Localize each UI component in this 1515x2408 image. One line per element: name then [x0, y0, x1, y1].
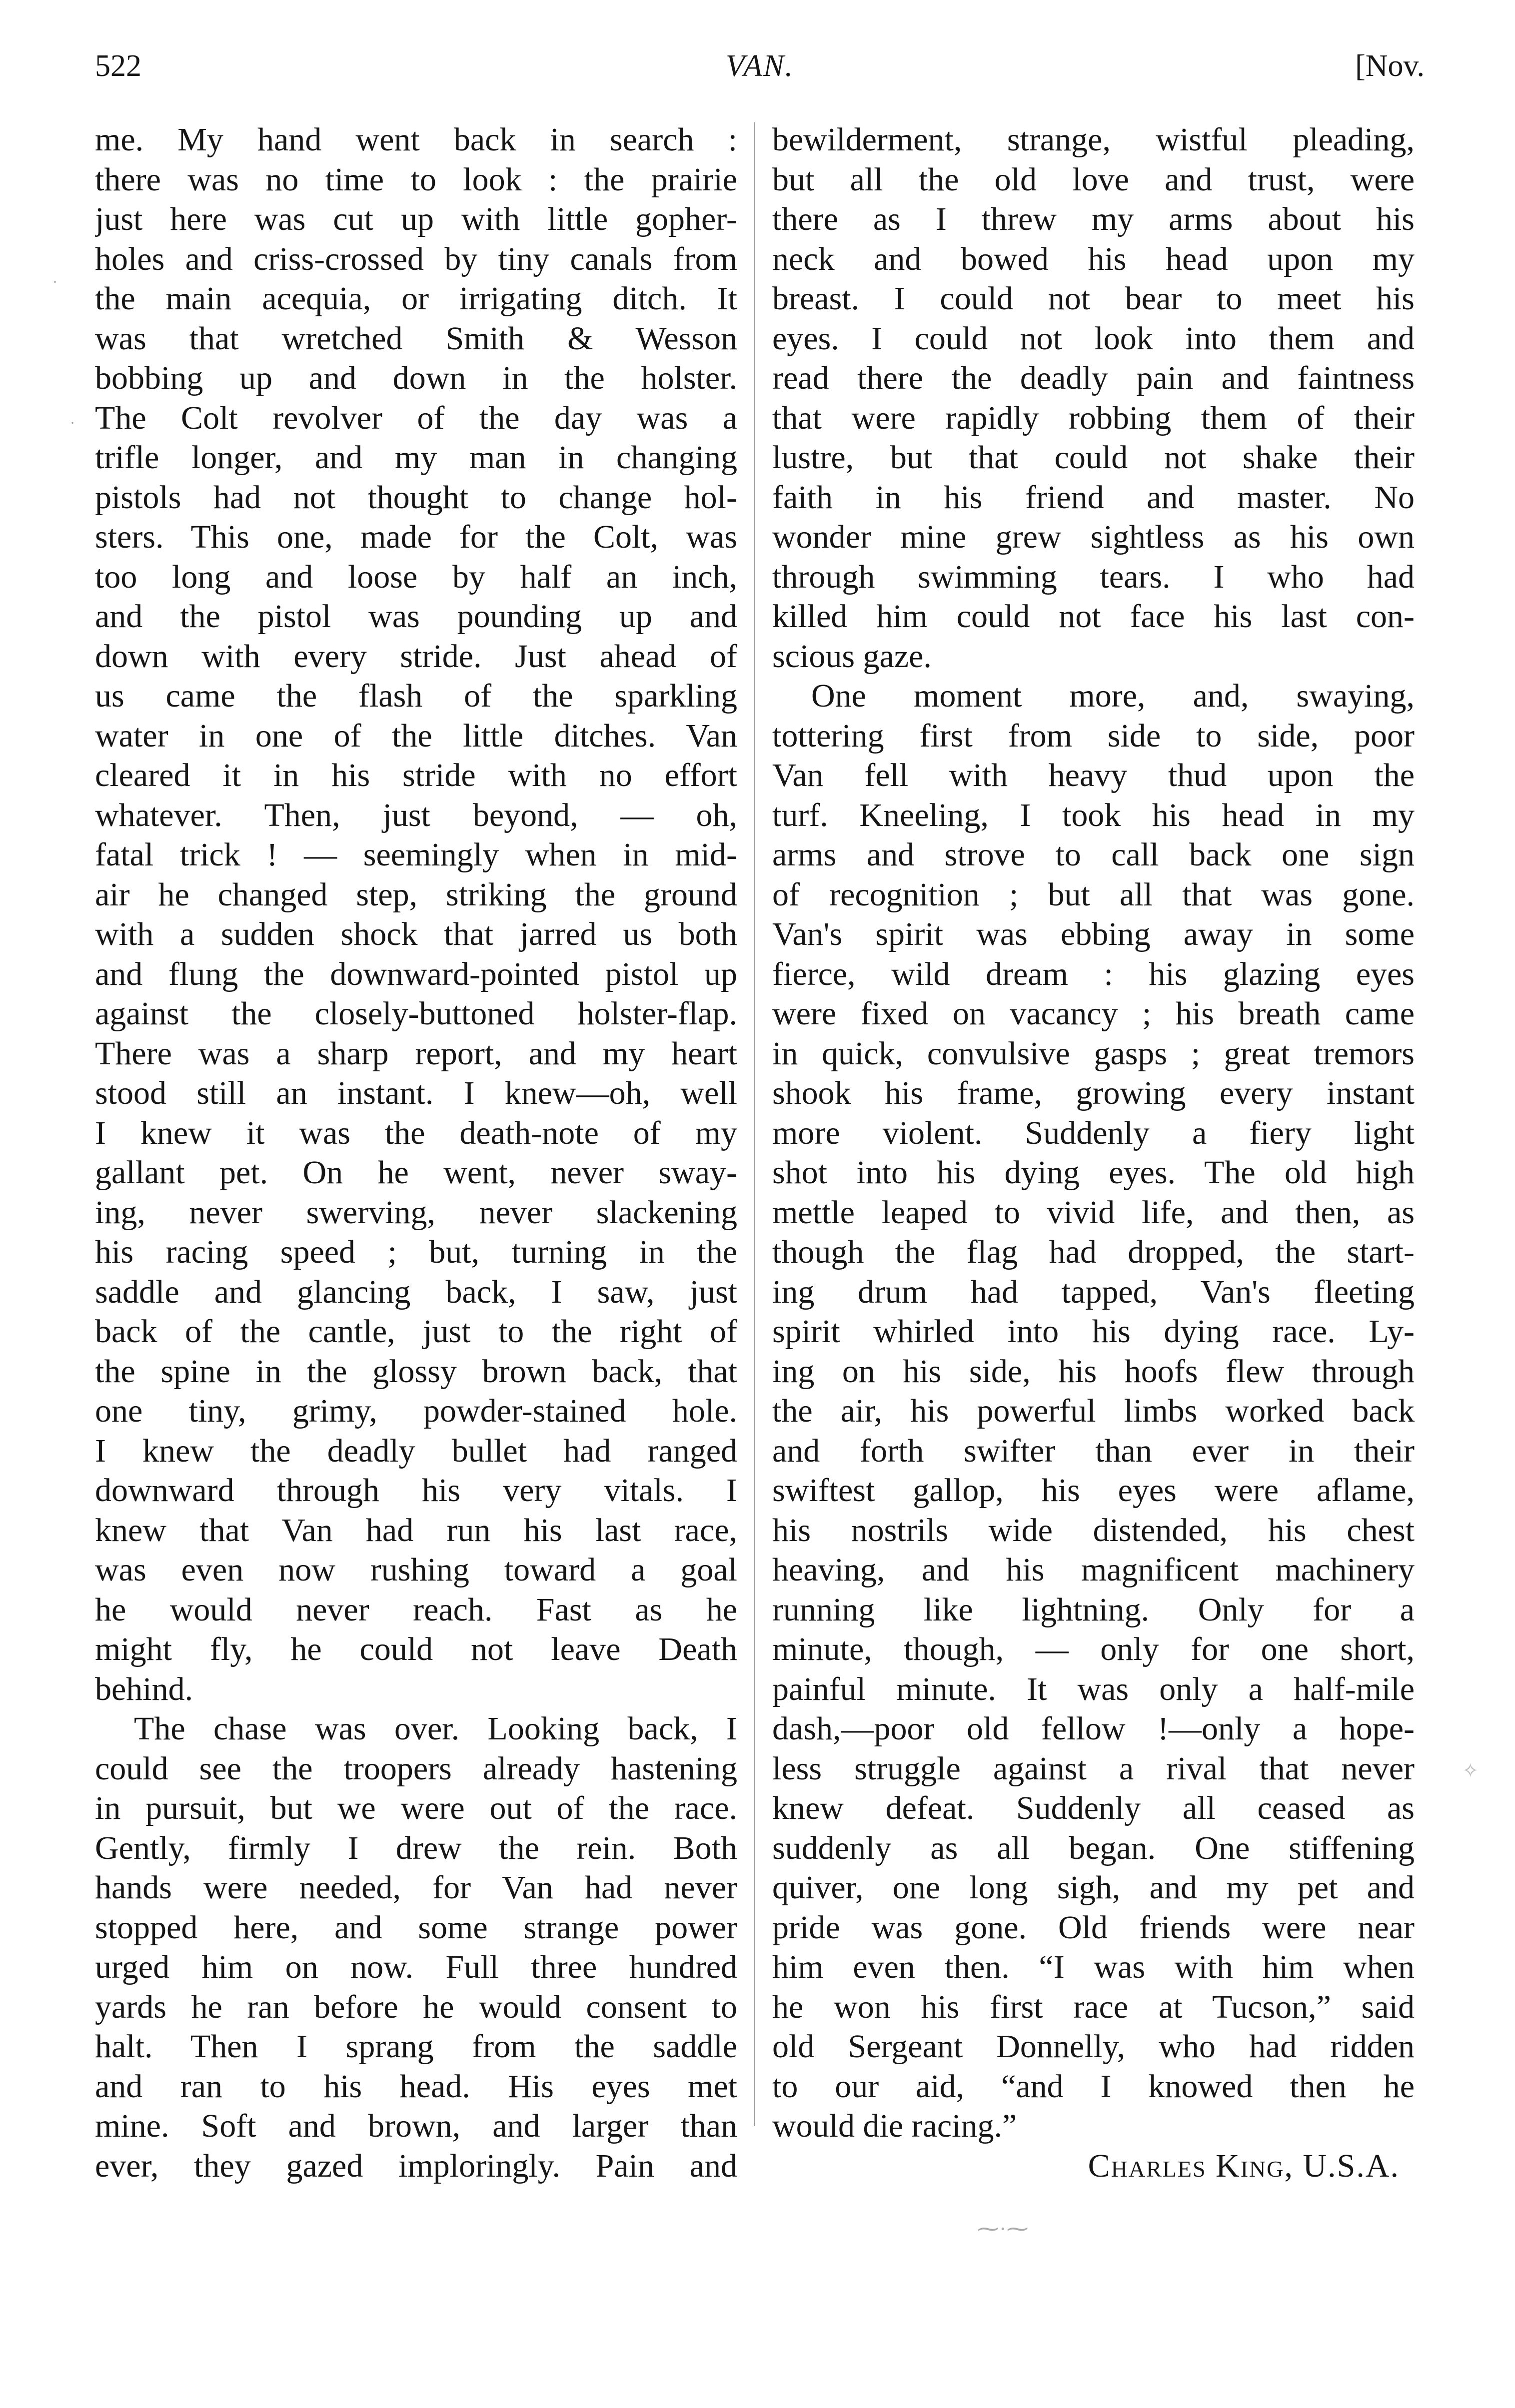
text-line: tottering first from side to side, poor: [772, 717, 1415, 754]
text-line: whatever. Then, just beyond, — oh,: [95, 797, 737, 833]
text-line: faith in his friend and master. No: [772, 479, 1415, 516]
text-line: scious gaze.: [772, 638, 932, 675]
text-line: I knew it was the death-note of my: [95, 1114, 737, 1151]
text-line: would die racing.”: [772, 2108, 1017, 2144]
text-line: The chase was over. Looking back, I: [134, 1710, 737, 1747]
text-line: ing, never swerving, never slackening: [95, 1194, 737, 1231]
text-line: knew defeat. Suddenly all ceased as: [772, 1790, 1415, 1826]
text-line: in pursuit, but we were out of the race.: [95, 1790, 737, 1826]
text-line: Van's spirit was ebbing away in some: [772, 916, 1415, 952]
paper-smudge: ✧: [1462, 1759, 1479, 1782]
text-line: and the pistol was pounding up and: [95, 598, 737, 635]
text-line: Gently, firmly I drew the rein. Both: [95, 1829, 737, 1866]
text-line: shook his frame, growing every instant: [772, 1075, 1415, 1111]
text-line: Van fell with heavy thud upon the: [772, 757, 1415, 794]
text-line: behind.: [95, 1670, 193, 1707]
text-line: there was no time to look : the prairie: [95, 161, 737, 198]
text-line: with a sudden shock that jarred us both: [95, 916, 737, 952]
text-line: The Colt revolver of the day was a: [95, 399, 737, 436]
right-column: [772, 120, 1415, 2186]
text-line: him even then. “I was with him when: [772, 1949, 1415, 1985]
text-line: urged him on now. Full three hundred: [95, 1949, 737, 1985]
text-line: knew that Van had run his last race,: [95, 1512, 737, 1549]
text-line: stood still an instant. I knew—oh, well: [95, 1075, 737, 1111]
text-line: through swimming tears. I who had: [772, 558, 1415, 595]
text-line: shot into his dying eyes. The old high: [772, 1154, 1415, 1191]
text-line: less struggle against a rival that never: [772, 1750, 1415, 1787]
text-line: breast. I could not bear to meet his: [772, 280, 1415, 317]
tailpiece-ornament: ⁓·⁓: [977, 2217, 1029, 2241]
text-line: There was a sharp report, and my heart: [95, 1035, 737, 1072]
text-line: was even now rushing toward a goal: [95, 1552, 737, 1588]
text-line: just here was cut up with little gopher-: [95, 201, 737, 237]
text-line: that were rapidly robbing them of their: [772, 399, 1415, 436]
text-line: quiver, one long sigh, and my pet and: [772, 1869, 1415, 1906]
text-line: fierce, wild dream : his glazing eyes: [772, 955, 1415, 992]
text-line: but all the old love and trust, were: [772, 161, 1415, 198]
text-line: too long and loose by half an inch,: [95, 558, 737, 595]
text-line: killed him could not face his last con-: [772, 598, 1415, 635]
text-line: to our aid, “and I knowed then he: [772, 2068, 1415, 2105]
running-title: VAN.: [726, 49, 794, 83]
text-line: read there the deadly pain and faintness: [772, 360, 1415, 396]
issue-month: [Nov.: [1355, 49, 1425, 83]
text-line: painful minute. It was only a half-mile: [772, 1670, 1415, 1707]
text-line: downward through his very vitals. I: [95, 1472, 737, 1509]
column-divider: [754, 122, 755, 2126]
text-line: and flung the downward-pointed pistol up: [95, 955, 737, 992]
text-line: down with every stride. Just ahead of: [95, 638, 737, 675]
text-line: in quick, convulsive gasps ; great tremors: [772, 1035, 1415, 1072]
text-line: there as I threw my arms about his: [772, 201, 1415, 237]
text-line: more violent. Suddenly a fiery light: [772, 1114, 1415, 1151]
text-line: neck and bowed his head upon my: [772, 240, 1415, 277]
text-line: one tiny, grimy, powder-stained hole.: [95, 1393, 737, 1429]
text-line: back of the cantle, just to the right of: [95, 1313, 737, 1350]
text-line: the main acequia, or irrigating ditch. It: [95, 280, 737, 317]
text-line: running like lightning. Only for a: [772, 1591, 1415, 1628]
text-line: the air, his powerful limbs worked back: [772, 1393, 1415, 1429]
text-line: stopped here, and some strange power: [95, 1909, 737, 1946]
text-line: fatal trick ! — seemingly when in mid-: [95, 836, 737, 873]
ink-speck: ·: [52, 274, 57, 290]
text-line: us came the flash of the sparkling: [95, 678, 737, 714]
text-line: dash,—poor old fellow !—only a hope-: [772, 1710, 1415, 1747]
ink-speck: ·: [70, 415, 75, 431]
text-line: though the flag had dropped, the start-: [772, 1234, 1415, 1270]
text-line: lustre, but that could not shake their: [772, 439, 1415, 476]
text-line: air he changed step, striking the ground: [95, 876, 737, 913]
text-line: I knew the deadly bullet had ranged: [95, 1432, 737, 1469]
text-line: heaving, and his magnificent machinery: [772, 1552, 1415, 1588]
text-line: wonder mine grew sightless as his own: [772, 519, 1415, 555]
text-line: and ran to his head. His eyes met: [95, 2068, 737, 2105]
text-line: the spine in the glossy brown back, that: [95, 1353, 737, 1390]
text-line: could see the troopers already hastening: [95, 1750, 737, 1787]
text-line: he would never reach. Fast as he: [95, 1591, 737, 1628]
text-line: trifle longer, and my man in changing: [95, 439, 737, 476]
left-column: [95, 120, 737, 2186]
text-line: his nostrils wide distended, his chest: [772, 1512, 1415, 1549]
text-line: were fixed on vacancy ; his breath came: [772, 995, 1415, 1032]
text-line: yards he ran before he would consent to: [95, 1988, 737, 2025]
running-head: [95, 46, 1425, 86]
text-line: of recognition ; but all that was gone.: [772, 876, 1415, 913]
text-line: turf. Kneeling, I took his head in my: [772, 797, 1415, 833]
text-line: bobbing up and down in the holster.: [95, 360, 737, 396]
text-line: ever, they gazed imploringly. Pain and: [95, 2147, 737, 2184]
text-line: against the closely-buttoned holster-flap.: [95, 995, 737, 1032]
text-line: his racing speed ; but, turning in the: [95, 1234, 737, 1270]
text-line: eyes. I could not look into them and: [772, 320, 1415, 357]
text-line: spirit whirled into his dying race. Ly-: [772, 1313, 1415, 1350]
text-line: ing on his side, his hoofs flew through: [772, 1353, 1415, 1390]
text-line: old Sergeant Donnelly, who had ridden: [772, 2028, 1415, 2065]
text-line: water in one of the little ditches. Van: [95, 717, 737, 754]
page-number: 522: [95, 49, 141, 83]
text-line: minute, though, — only for one short,: [772, 1631, 1415, 1667]
text-line: pride was gone. Old friends were near: [772, 1909, 1415, 1946]
text-line: swiftest gallop, his eyes were aflame,: [772, 1472, 1415, 1509]
text-line: holes and criss-crossed by tiny canals from: [95, 240, 737, 277]
text-line: One moment more, and, swaying,: [811, 678, 1415, 714]
text-line: hands were needed, for Van had never: [95, 1869, 737, 1906]
text-line: saddle and glancing back, I saw, just: [95, 1273, 737, 1310]
text-line: pistols had not thought to change hol-: [95, 479, 737, 516]
text-line: me. My hand went back in search :: [95, 121, 737, 158]
text-line: he won his first race at Tucson,” said: [772, 1988, 1415, 2025]
text-line: mine. Soft and brown, and larger than: [95, 2108, 737, 2144]
text-line: mettle leaped to vivid life, and then, as: [772, 1194, 1415, 1231]
text-line: gallant pet. On he went, never sway-: [95, 1154, 737, 1191]
author-signature: Charles King, U.S.A.: [1088, 2147, 1400, 2184]
text-line: was that wretched Smith & Wesson: [95, 320, 737, 357]
text-line: ing drum had tapped, Van's fleeting: [772, 1273, 1415, 1310]
text-line: halt. Then I sprang from the saddle: [95, 2028, 737, 2065]
text-line: cleared it in his stride with no effort: [95, 757, 737, 794]
text-line: suddenly as all began. One stiffening: [772, 1829, 1415, 1866]
text-line: might fly, he could not leave Death: [95, 1631, 737, 1667]
text-line: and forth swifter than ever in their: [772, 1432, 1415, 1469]
text-line: bewilderment, strange, wistful pleading,: [772, 121, 1415, 158]
text-line: sters. This one, made for the Colt, was: [95, 519, 737, 555]
text-line: arms and strove to call back one sign: [772, 836, 1415, 873]
